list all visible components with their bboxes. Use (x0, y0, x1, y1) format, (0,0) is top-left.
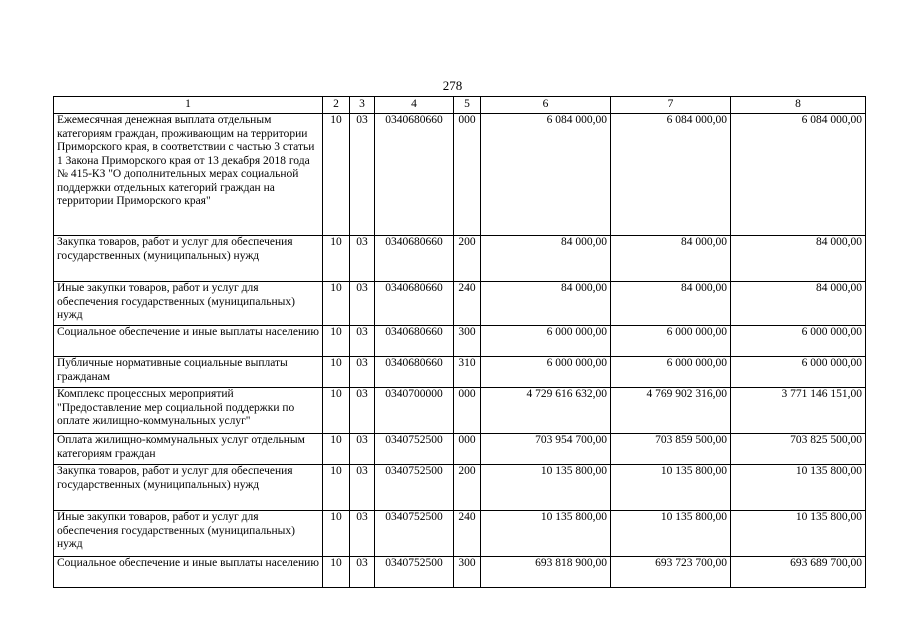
row-amount-col7: 703 859 500,00 (611, 434, 731, 465)
row-amount-col6: 6 000 000,00 (481, 326, 611, 357)
header-row (54, 97, 866, 114)
row-amount-col6: 10 135 800,00 (481, 511, 611, 557)
budget-table (53, 96, 866, 588)
header-col-8: 8 (731, 97, 866, 114)
row-target-article: 0340700000 (375, 388, 454, 434)
row-amount-col7: 10 135 800,00 (611, 465, 731, 511)
row-description: Ежемесячная денежная выплата отдельным категориям граждан, проживающим на территории Приморского края, в соответствии с частью 3 статьи 1 Закона Приморского края от 13 декабря 2018 года № 415-КЗ "О дополнительных мерах социальной поддержки отдельных категорий граждан на территории Приморского края" (54, 114, 323, 236)
table-row (54, 511, 866, 557)
row-expense-type: 240 (454, 511, 481, 557)
row-amount-col6: 84 000,00 (481, 236, 611, 282)
row-amount-col8: 703 825 500,00 (731, 434, 866, 465)
row-expense-type: 310 (454, 357, 481, 388)
row-subsection: 03 (350, 326, 375, 357)
header-col-6: 6 (481, 97, 611, 114)
row-amount-col7: 693 723 700,00 (611, 557, 731, 588)
row-amount-col7: 6 000 000,00 (611, 326, 731, 357)
table-row (54, 326, 866, 357)
row-subsection: 03 (350, 236, 375, 282)
header-col-4: 4 (375, 97, 454, 114)
row-amount-col8: 10 135 800,00 (731, 511, 866, 557)
row-expense-type: 000 (454, 388, 481, 434)
row-expense-type: 300 (454, 557, 481, 588)
row-section: 10 (323, 114, 350, 236)
header-col-7: 7 (611, 97, 731, 114)
row-expense-type: 200 (454, 465, 481, 511)
row-description: Закупка товаров, работ и услуг для обеспечения государственных (муниципальных) нужд (54, 236, 323, 282)
row-subsection: 03 (350, 357, 375, 388)
table-row (54, 236, 866, 282)
row-description: Оплата жилищно-коммунальных услуг отдельным категориям граждан (54, 434, 323, 465)
row-description: Иные закупки товаров, работ и услуг для обеспечения государственных (муниципальных) нужд (54, 511, 323, 557)
row-amount-col8: 6 000 000,00 (731, 357, 866, 388)
row-amount-col7: 6 084 000,00 (611, 114, 731, 236)
row-amount-col6: 4 729 616 632,00 (481, 388, 611, 434)
table-row (54, 357, 866, 388)
row-subsection: 03 (350, 557, 375, 588)
table-row (54, 114, 866, 236)
row-target-article: 0340752500 (375, 511, 454, 557)
row-section: 10 (323, 557, 350, 588)
row-section: 10 (323, 434, 350, 465)
row-amount-col8: 6 000 000,00 (731, 326, 866, 357)
row-section: 10 (323, 326, 350, 357)
row-description: Комплекс процессных мероприятий "Предоставление мер социальной поддержки по оплате жилищно-коммунальных услуг" (54, 388, 323, 434)
row-subsection: 03 (350, 388, 375, 434)
table-row (54, 465, 866, 511)
row-amount-col8: 693 689 700,00 (731, 557, 866, 588)
row-expense-type: 240 (454, 282, 481, 326)
row-amount-col7: 84 000,00 (611, 282, 731, 326)
row-amount-col8: 3 771 146 151,00 (731, 388, 866, 434)
row-target-article: 0340752500 (375, 434, 454, 465)
row-subsection: 03 (350, 434, 375, 465)
row-subsection: 03 (350, 282, 375, 326)
row-amount-col6: 84 000,00 (481, 282, 611, 326)
row-section: 10 (323, 388, 350, 434)
row-section: 10 (323, 282, 350, 326)
header-col-2: 2 (323, 97, 350, 114)
table-row (54, 282, 866, 326)
row-section: 10 (323, 236, 350, 282)
row-target-article: 0340752500 (375, 557, 454, 588)
row-amount-col7: 84 000,00 (611, 236, 731, 282)
row-expense-type: 300 (454, 326, 481, 357)
row-subsection: 03 (350, 511, 375, 557)
row-target-article: 0340680660 (375, 114, 454, 236)
row-amount-col6: 6 084 000,00 (481, 114, 611, 236)
row-amount-col6: 693 818 900,00 (481, 557, 611, 588)
row-target-article: 0340680660 (375, 236, 454, 282)
row-target-article: 0340752500 (375, 465, 454, 511)
row-amount-col6: 10 135 800,00 (481, 465, 611, 511)
row-description: Закупка товаров, работ и услуг для обеспечения государственных (муниципальных) нужд (54, 465, 323, 511)
table-row (54, 557, 866, 588)
row-section: 10 (323, 357, 350, 388)
row-description: Публичные нормативные социальные выплаты гражданам (54, 357, 323, 388)
row-description: Социальное обеспечение и иные выплаты населению (54, 326, 323, 357)
row-expense-type: 200 (454, 236, 481, 282)
header-col-1: 1 (54, 97, 323, 114)
row-target-article: 0340680660 (375, 326, 454, 357)
row-amount-col8: 84 000,00 (731, 236, 866, 282)
row-amount-col8: 6 084 000,00 (731, 114, 866, 236)
row-subsection: 03 (350, 465, 375, 511)
row-amount-col7: 10 135 800,00 (611, 511, 731, 557)
row-target-article: 0340680660 (375, 282, 454, 326)
row-description: Иные закупки товаров, работ и услуг для обеспечения государственных (муниципальных) нужд (54, 282, 323, 326)
header-col-3: 3 (350, 97, 375, 114)
table-row (54, 388, 866, 434)
row-amount-col6: 6 000 000,00 (481, 357, 611, 388)
row-description: Социальное обеспечение и иные выплаты населению (54, 557, 323, 588)
row-amount-col8: 10 135 800,00 (731, 465, 866, 511)
row-subsection: 03 (350, 114, 375, 236)
header-col-5: 5 (454, 97, 481, 114)
row-amount-col7: 4 769 902 316,00 (611, 388, 731, 434)
row-amount-col6: 703 954 700,00 (481, 434, 611, 465)
table-row (54, 434, 866, 465)
row-expense-type: 000 (454, 434, 481, 465)
page-number: 278 (442, 78, 463, 93)
row-amount-col8: 84 000,00 (731, 282, 866, 326)
row-section: 10 (323, 511, 350, 557)
row-section: 10 (323, 465, 350, 511)
row-amount-col7: 6 000 000,00 (611, 357, 731, 388)
row-target-article: 0340680660 (375, 357, 454, 388)
row-expense-type: 000 (454, 114, 481, 236)
